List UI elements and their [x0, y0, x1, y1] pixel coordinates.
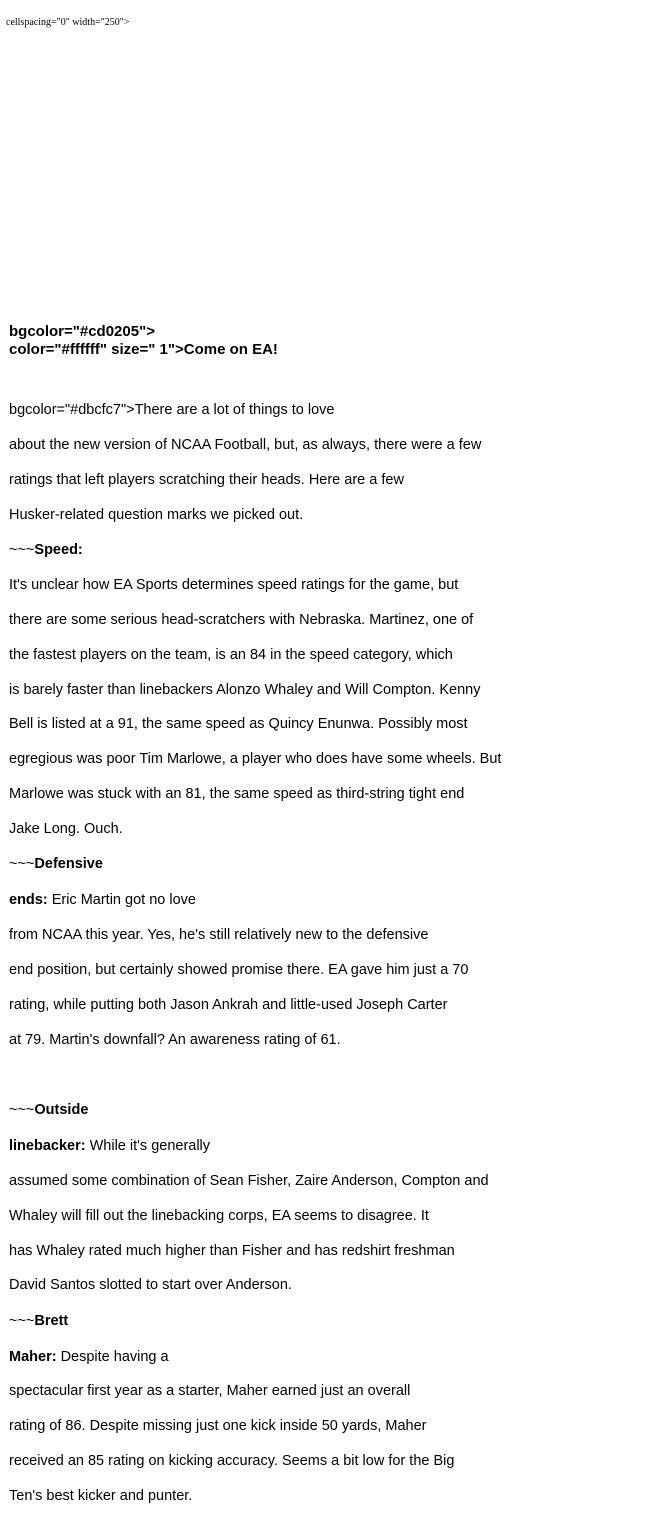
outside-linebacker-heading	[9, 1101, 88, 1119]
brett-maher-line: received an 85 rating on kicking accuracy. Seems a bit low for the Big	[9, 1453, 455, 1469]
brett-maher-heading	[9, 1312, 68, 1330]
brett-maher-heading-label: Brett	[34, 1313, 69, 1329]
section-prefix: ~~~	[9, 856, 35, 872]
speed-line: Jake Long. Ouch.	[9, 821, 123, 837]
brett-maher-first-line	[9, 1348, 169, 1366]
heading-line-1: bgcolor="#cd0205">	[9, 323, 155, 340]
speed-line: is barely faster than linebackers Alonzo Whaley and Will Compton. Kenny	[9, 682, 481, 698]
speed-line: It's unclear how EA Sports determines speed ratings for the game, but	[9, 577, 459, 593]
intro-line: about the new version of NCAA Football, but, as always, there were a few	[9, 437, 482, 453]
outside-linebacker-first-text: While it's generally	[85, 1138, 211, 1154]
outside-linebacker-line: David Santos slotted to start over Anderson.	[9, 1277, 292, 1293]
intro-line: Husker-related question marks we picked out.	[9, 507, 304, 523]
speed-heading	[9, 541, 83, 559]
outside-linebacker-first-line	[9, 1137, 210, 1155]
section-prefix: ~~~	[9, 1102, 35, 1118]
brett-maher-line: Ten's best kicker and punter.	[9, 1488, 193, 1504]
outside-linebacker-heading-label: Outside	[34, 1102, 89, 1118]
speed-line: egregious was poor Tim Marlowe, a player who does have some wheels. But	[9, 751, 502, 767]
defensive-ends-first-text: Eric Martin got no love	[47, 892, 196, 908]
section-prefix: ~~~	[9, 542, 35, 558]
speed-line: there are some serious head-scratchers with Nebraska. Martinez, one of	[9, 612, 474, 628]
defensive-ends-heading-label: Defensive	[34, 856, 103, 872]
article-heading	[9, 323, 278, 359]
outside-linebacker-heading-label-2: linebacker:	[9, 1138, 86, 1154]
outside-linebacker-line: assumed some combination of Sean Fisher, Zaire Anderson, Compton and	[9, 1173, 489, 1189]
defensive-ends-line: at 79. Martin's downfall? An awareness rating of 61.	[9, 1032, 341, 1048]
brett-maher-first-text: Despite having a	[56, 1349, 169, 1365]
outside-linebacker-line: has Whaley rated much higher than Fisher and has redshirt freshman	[9, 1243, 455, 1259]
intro-line: ratings that left players scratching their heads. Here are a few	[9, 472, 404, 488]
defensive-ends-first-line	[9, 891, 196, 909]
speed-line: the fastest players on the team, is an 84 in the speed category, which	[9, 647, 453, 663]
defensive-ends-heading	[9, 855, 103, 873]
defensive-ends-line: rating, while putting both Jason Ankrah and little-used Joseph Carter	[9, 997, 448, 1013]
defensive-ends-line: end position, but certainly showed promise there. EA gave him just a 70	[9, 962, 469, 978]
brett-maher-heading-label-2: Maher:	[9, 1349, 57, 1365]
html-artifact-text: cellspacing="0" width="250">	[6, 17, 130, 28]
speed-heading-label: Speed:	[34, 542, 83, 558]
section-prefix: ~~~	[9, 1313, 35, 1329]
intro-line: bgcolor="#dbcfc7">There are a lot of things to love	[9, 402, 335, 418]
speed-line: Marlowe was stuck with an 81, the same speed as third-string tight end	[9, 786, 465, 802]
heading-line-2: color="#ffffff" size=" 1">Come on EA!	[9, 341, 278, 358]
outside-linebacker-line: Whaley will fill out the linebacking corps, EA seems to disagree. It	[9, 1208, 429, 1224]
defensive-ends-line: from NCAA this year. Yes, he's still relatively new to the defensive	[9, 927, 429, 943]
speed-line: Bell is listed at a 91, the same speed as Quincy Enunwa. Possibly most	[9, 716, 468, 732]
brett-maher-line: spectacular first year as a starter, Maher earned just an overall	[9, 1383, 411, 1399]
defensive-ends-heading-label-2: ends:	[9, 892, 48, 908]
brett-maher-line: rating of 86. Despite missing just one kick inside 50 yards, Maher	[9, 1418, 427, 1434]
